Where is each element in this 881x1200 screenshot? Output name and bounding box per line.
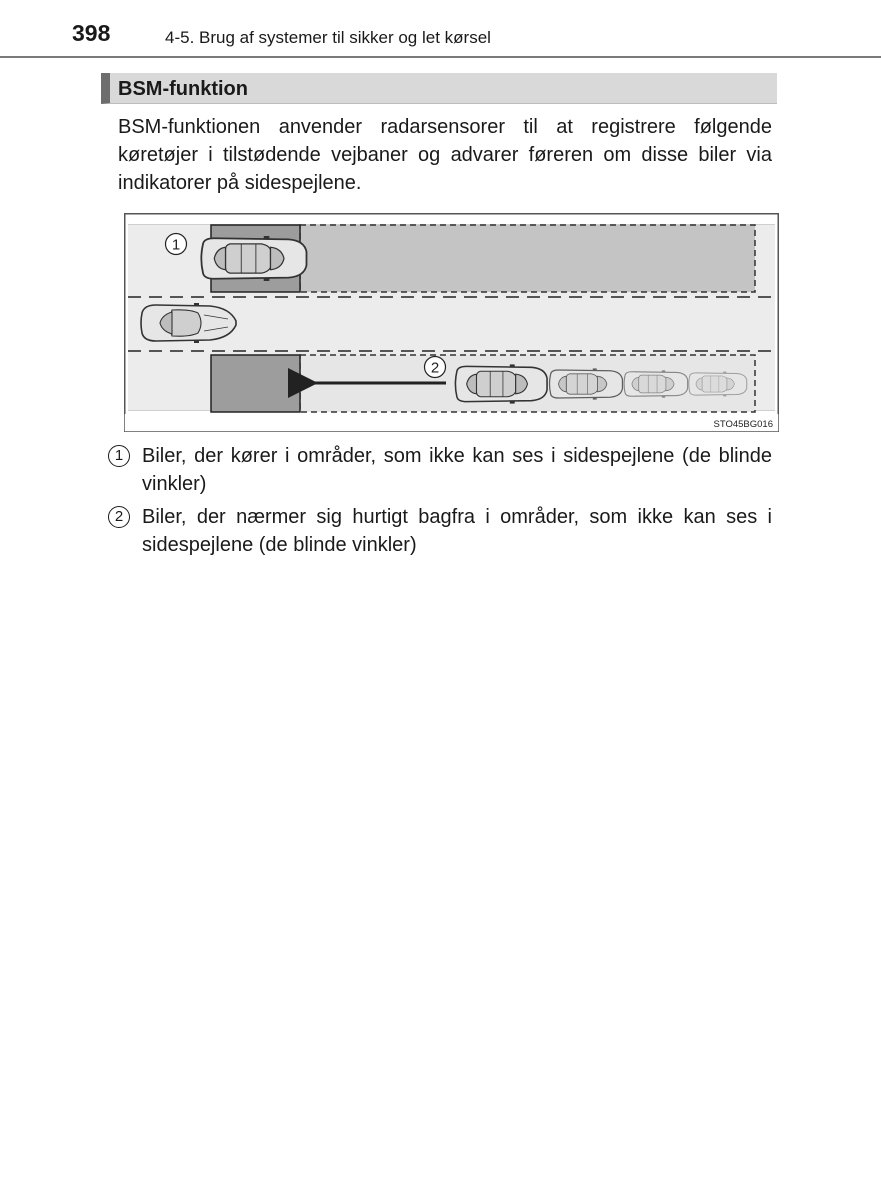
legend-marker-1: 1 [108,445,130,467]
approaching-car-3 [624,370,688,397]
own-vehicle [141,303,236,343]
callout-2 [425,357,446,378]
callout-1 [166,234,187,255]
approaching-car-2 [550,368,623,399]
upper-detection-zone [300,225,755,292]
lower-blind-spot [211,355,300,412]
header-rule [0,56,881,58]
intro-paragraph: BSM-funktionen anvender radarsensorer til at registrere følgende køretøjer i tilstødende vejbaner og advarer føreren om disse biler via indikatorer på sidespejlene. [118,116,772,194]
approaching-car-1 [455,364,547,403]
car-in-blind-spot [201,236,306,281]
callout-2-label: 2 [430,359,440,377]
legend-text-2: Biler, der nærmer sig hurtigt bagfra i områder, som ikke kan ses i sidespejlene (de blinde vinkler) [142,506,772,556]
legend-marker-2: 2 [108,506,130,528]
approaching-car-4 [689,372,747,397]
figure-code: STO45BG016 [713,419,773,430]
page-number: 398 [72,20,111,46]
section-title: BSM-funktion [118,78,248,100]
bsm-diagram [124,213,779,432]
section-heading [101,73,777,104]
callout-1-label: 1 [171,236,181,254]
chapter-header: 4-5. Brug af systemer til sikker og let kørsel [165,28,491,47]
legend-text-1: Biler, der kører i områder, som ikke kan ses i sidespejlene (de blinde vinkler) [142,445,772,495]
